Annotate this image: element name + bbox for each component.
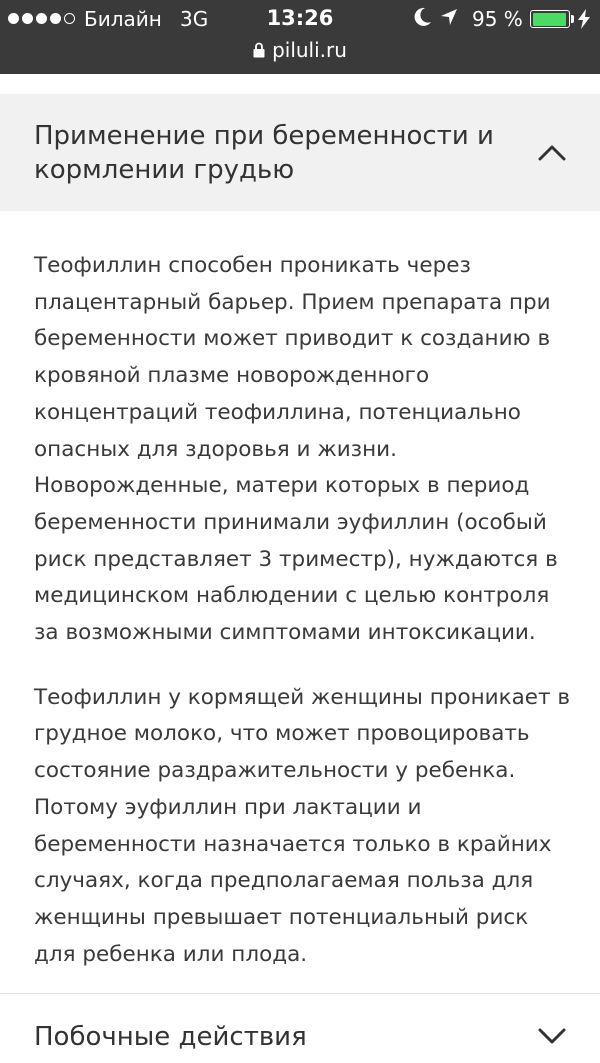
battery-percent: 95 % [472, 7, 523, 31]
moon-icon [414, 7, 432, 27]
battery-icon [530, 10, 570, 28]
url-display[interactable] [253, 38, 347, 62]
content-paragraph: Теофиллин способен проникать через плацентарный барьер. Прием препарата при беременности может приводит к созданию в кровяной плазме новорожденного концентраций теофиллина, потенциально опасных для здоровья и жизни. Новорожденные, матери которых в период беременности принимали эуфиллин (особый риск представляет 3 триместр), нуждаются в медицинском наблюдении с целью контроля за возможными симптомами интоксикации. [34, 253, 558, 646]
side-effects-section-header[interactable] [0, 993, 600, 1063]
location-arrow-icon [440, 8, 458, 26]
battery-tip [571, 15, 574, 23]
network-type: 3G [180, 7, 209, 31]
section-title: Побочные действия [34, 1022, 307, 1052]
section-title: Применение при беременности и кормлении грудью [34, 120, 494, 185]
pregnancy-section-header[interactable] [0, 94, 600, 211]
content-paragraph: Теофиллин у кормящей женщины проникает в грудное молоко, что может провоцировать состояние раздражительности у ребенка. Потому эуфиллин при лактации и беременности назначается только в крайних случаях, когда предполагаемая польза для женщины превышает потенциальный риск для ребенка или плода. [34, 684, 571, 967]
status-time: 13:26 [266, 6, 334, 30]
pregnancy-section-content [34, 248, 574, 1001]
chevron-up-icon[interactable] [538, 144, 566, 162]
url-bar[interactable] [0, 38, 600, 66]
status-row [0, 0, 600, 38]
carrier-name: Билайн [84, 7, 162, 31]
status-bar [0, 0, 600, 74]
url-text: piluli.ru [272, 38, 347, 62]
chevron-down-icon[interactable] [538, 1027, 566, 1045]
lock-icon [253, 42, 265, 58]
battery-level [533, 13, 566, 26]
charging-bolt-icon [577, 9, 591, 29]
